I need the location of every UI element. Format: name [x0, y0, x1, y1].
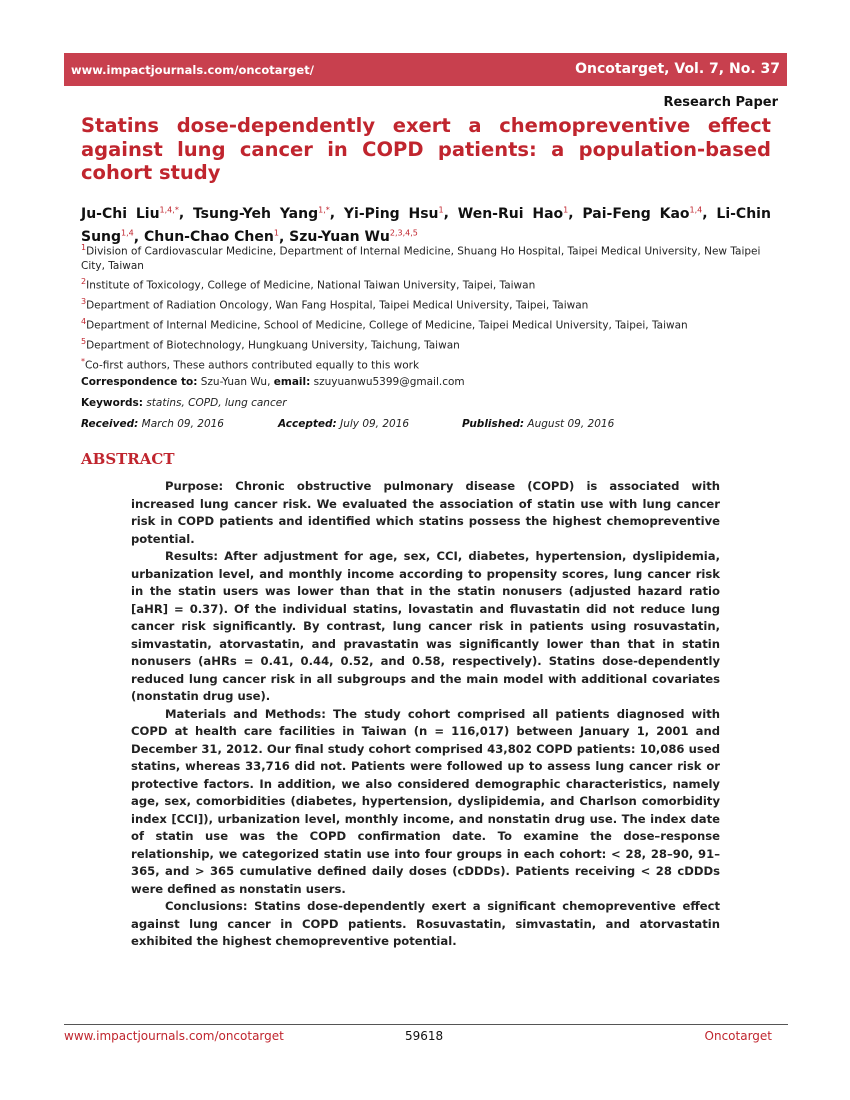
footer-divider	[64, 1024, 788, 1025]
received-date: March 09, 2016	[141, 418, 224, 430]
affiliation	[81, 355, 781, 373]
author-affiliation-marks: 1	[563, 205, 569, 214]
abstract-heading: ABSTRACT	[81, 450, 175, 468]
author-name: Tsung-Yeh Yang	[192, 205, 319, 222]
affiliation-mark: 4	[81, 317, 87, 326]
affiliation	[81, 241, 781, 273]
affiliation	[81, 275, 781, 293]
affiliation-mark: 1	[81, 243, 87, 252]
journal-url-link[interactable]: www.impactjournals.com/oncotarget/	[71, 63, 314, 77]
page-number: 59618	[405, 1029, 444, 1043]
affiliation-text: Department of Biotechnology, Hungkuang University, Taichung, Taiwan	[86, 339, 460, 352]
accepted-label: Accepted:	[278, 418, 337, 430]
keywords	[81, 397, 287, 409]
keywords-label: Keywords:	[81, 397, 143, 409]
accepted-date: July 09, 2016	[340, 418, 410, 430]
author-name: Pai-Feng Kao	[582, 205, 690, 222]
journal-volume: Oncotarget, Vol. 7, No. 37	[575, 61, 780, 77]
affiliation-mark: *	[81, 357, 85, 366]
journal-header-bar	[64, 53, 787, 86]
affiliation-mark: 2	[81, 277, 87, 286]
abstract-methods: Materials and Methods: The study cohort comprised all patients diagnosed with COPD at health care facilities in Taiwan (n = 116,017) between January 1, 2001 and December 31, 2012. Our final study cohort comprised 43,802 COPD patients: 10,086 used statins, whereas 33,716 did not. Patients were followed up to assess lung cancer risk or protective factors. In addition, we also considered demographic characteristics, namely age, sex, comorbidities (diabetes, hypertension, dyslipidemia, and Charlson comorbidity index [CCI]), urbanization level, monthly income, and nonstatin drug use. The index date of statin use was the COPD confirmation date. To examine the dose–response relationship, we categorized statin use into four groups in each cohort: < 28, 28–90, 91–365, and > 365 cumulative defined daily doses (cDDDs). Patients receiving < 28 cDDDs were defined as nonstatin users.	[131, 706, 720, 896]
author-name: Yi-Ping Hsu	[343, 205, 439, 222]
correspondence	[81, 376, 465, 388]
author-name: Wen-Rui Hao	[457, 205, 564, 222]
author-affiliation-marks: 1,4	[689, 205, 703, 214]
affiliation-text: Co-first authors, These authors contributed equally to this work	[85, 359, 420, 372]
affiliation	[81, 315, 781, 333]
footer-url-link[interactable]: www.impactjournals.com/oncotarget	[64, 1029, 284, 1043]
author-affiliation-marks: 1	[438, 205, 444, 214]
author	[458, 206, 568, 222]
affiliation	[81, 335, 781, 353]
article-title: Statins dose-dependently exert a chemopreventive effect against lung cancer in COPD patients: a population-based cohort study	[81, 114, 771, 184]
article-type: Research Paper	[663, 95, 778, 110]
affiliation-mark: 3	[81, 297, 87, 306]
abstract-conclusions: Conclusions: Statins dose-dependently exert a significant chemopreventive effect against lung cancer in COPD patients. Rosuvastatin, simvastatin, and atorvastatin exhibited the highest chemopreventive potential.	[131, 899, 720, 948]
published-date: August 09, 2016	[527, 418, 615, 430]
author-affiliation-marks: 1,4,*	[159, 205, 179, 214]
author-affiliation-marks: 1	[273, 228, 279, 238]
footer-journal: Oncotarget	[704, 1029, 772, 1043]
author-name: Li-Chin Sung	[81, 205, 771, 246]
affiliation	[81, 295, 781, 313]
abstract-results: Results: After adjustment for age, sex, CCI, diabetes, hypertension, dyslipidemia, urbanization level, and monthly income according to propensity scores, lung cancer risk in the statin users was lower than that in the statin nonusers (adjusted hazard ratio [aHR] = 0.37). Of the individual statins, lovastatin and fluvastatin did not reduce lung cancer risk significantly. By contrast, lung cancer risk in patients using rosuvastatin, simvastatin, atorvastatin, and pravastatin was significantly lower than that in statin nonusers (aHRs = 0.41, 0.44, 0.52, and 0.58, respectively). Statins dose-dependently reduced lung cancer risk in all subgroups and the main model with additional covariates (nonstatin drug use).	[131, 549, 720, 703]
author-name: Szu-Yuan Wu	[289, 229, 390, 246]
affiliation-text: Division of Cardiovascular Medicine, Department of Internal Medicine, Shuang Ho Hospital, Taipei Medical University, New Taipei City, Taiwan	[81, 245, 761, 272]
author-name: Ju-Chi Liu	[81, 205, 160, 222]
author-affiliation-marks: 1,4	[121, 228, 134, 238]
received-label: Received:	[81, 418, 139, 430]
abstract-body	[131, 478, 720, 951]
correspondence-name: Szu-Yuan Wu,	[200, 376, 271, 388]
author-affiliation-marks: 1,*	[318, 205, 330, 214]
author	[81, 206, 179, 222]
affiliation-mark: 5	[81, 337, 87, 346]
affiliation-text: Department of Internal Medicine, School of Medicine, College of Medicine, Taipei Medical University, Taipei, Taiwan	[86, 319, 688, 332]
affiliation-text: Institute of Toxicology, College of Medicine, National Taiwan University, Taipei, Taiwan	[86, 279, 536, 292]
abstract-purpose: Purpose: Chronic obstructive pulmonary disease (COPD) is associated with increased lung cancer risk. We evaluated the association of statin use with lung cancer risk in COPD patients and identified which statins possess the highest chemopreventive potential.	[131, 479, 720, 546]
keywords-value: statins, COPD, lung cancer	[146, 397, 287, 409]
author-affiliation-marks: 2,3,4,5	[389, 228, 418, 238]
affiliation-text: Department of Radiation Oncology, Wan Fang Hospital, Taipei Medical University, Taipei, Taiwan	[86, 299, 589, 312]
author-list: Ju-Chi Liu$^{1,4,*}$, Tsung-Yeh Yang$^{1,*}$, Yi-Ping Hsu$^1$, Wen-Rui Hao$^1$, Pai-Feng Kao$^{1,4}$, Li-Chin Sung$^{1,4}$, Chun-Chao Chen$^1$, Szu-Yuan Wu$^{2,3,4,5}$	[81, 205, 771, 246]
email-label: email:	[273, 376, 311, 388]
published-label: Published:	[462, 418, 525, 430]
author-name: Chun-Chao Chen	[143, 229, 274, 246]
correspondence-label: Correspondence to:	[81, 376, 198, 388]
author	[344, 206, 444, 222]
email-link[interactable]: szuyuanwu5399@gmail.com	[313, 376, 465, 388]
author	[582, 206, 702, 222]
author	[193, 206, 330, 222]
